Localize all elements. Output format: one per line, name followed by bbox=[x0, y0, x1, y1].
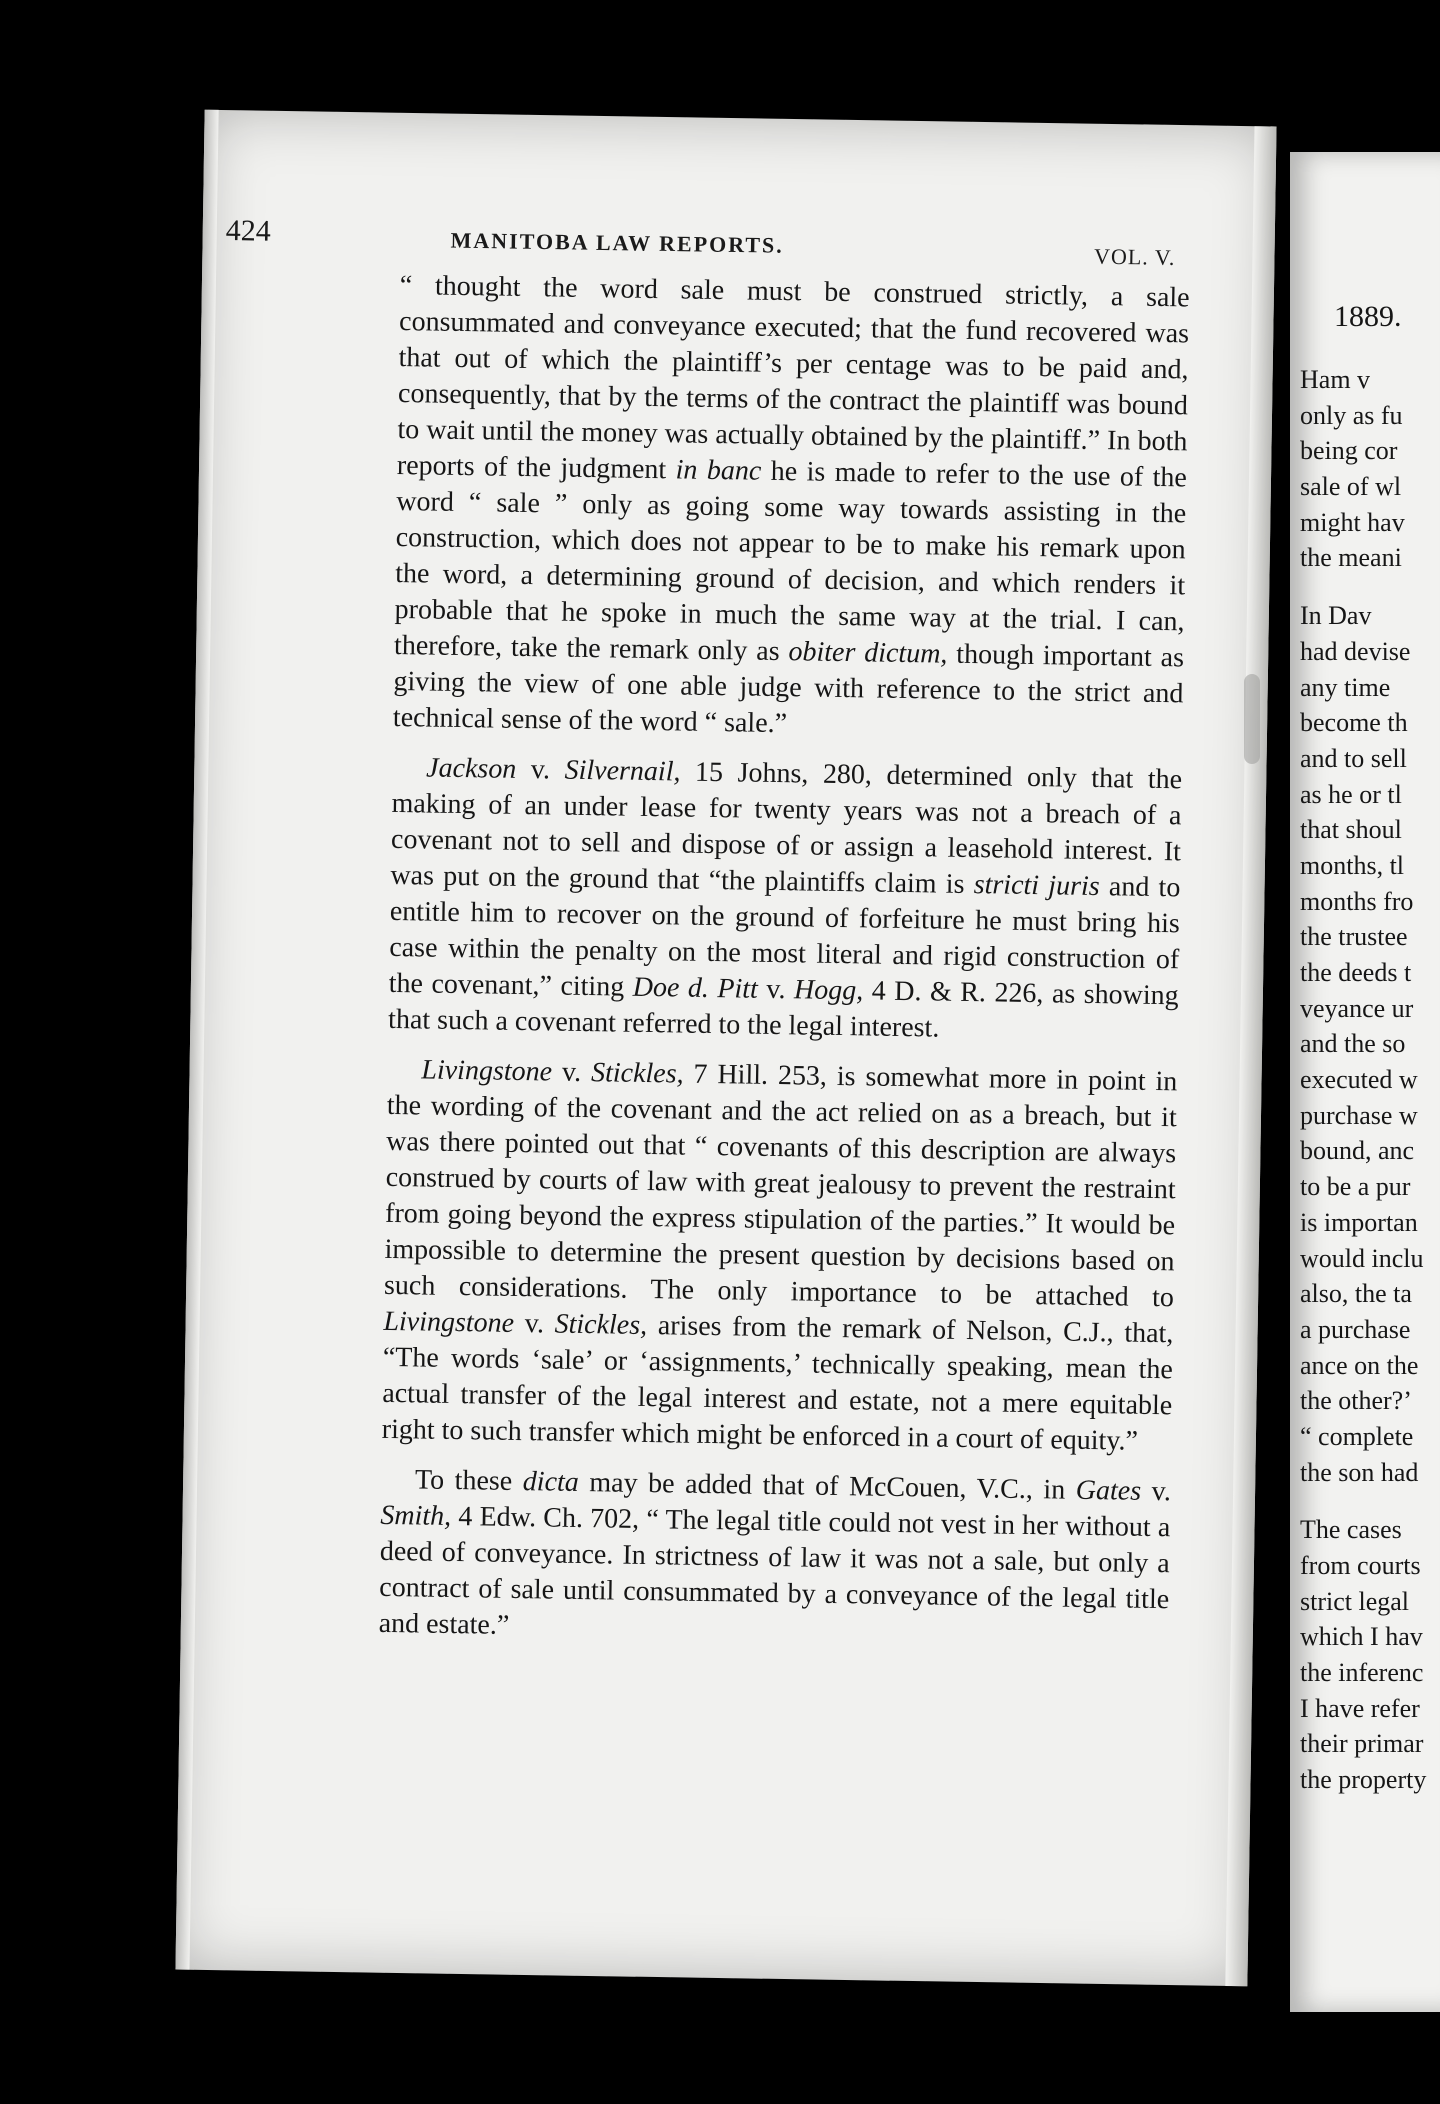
right-page-line: purchase w bbox=[1300, 1100, 1418, 1130]
right-page-line: is importan bbox=[1300, 1207, 1418, 1237]
right-page-line: might hav bbox=[1300, 507, 1405, 537]
text-run: 7 Hill. 253, is somewhat more in point in the wording of the covenant and the act relied on as a breach, but it was there pointed out that “ covenants of this description are always construed by courts of law with great jealousy to prevent the restraint from going beyond the express stipulation of the parties.” It would be impossible to determine the present question by decisions based on such considerations. The only importance to be attached to bbox=[383, 1058, 1178, 1314]
paragraph bbox=[378, 1462, 1171, 1654]
right-page-line: In Dav bbox=[1300, 601, 1372, 631]
text-run: v. bbox=[1140, 1475, 1172, 1508]
italic-run: Gates bbox=[1075, 1474, 1142, 1507]
text-run: 4 D. & R. 226, as showing that such a covenant referred to the legal interest. bbox=[387, 975, 1179, 1044]
right-page-line: months fro bbox=[1300, 886, 1414, 916]
right-page-year: 1889. bbox=[1334, 300, 1402, 333]
right-page-line: the trustee bbox=[1300, 922, 1408, 952]
text-run: v. bbox=[757, 973, 795, 1006]
right-page-line: to be a pur bbox=[1300, 1172, 1411, 1202]
text-run: v. bbox=[551, 1056, 592, 1089]
right-page-line: the meani bbox=[1300, 543, 1402, 573]
right-page-line: being cor bbox=[1300, 436, 1398, 466]
text-run: he is made to refer to the use of the word “ sale ” only as going some way towards assisting in the construction, which does not appear to be to make his remark upon the word, a determining ground of decision, and which renders it probable that he spoke in much the same way at the trial. I can, therefore, take the remark only as bbox=[393, 455, 1188, 668]
italic-run: Livingstone bbox=[383, 1305, 515, 1339]
right-page-line: I have refer bbox=[1300, 1693, 1420, 1723]
italic-run: Silvernail, bbox=[564, 754, 681, 788]
right-page-line bbox=[1300, 576, 1440, 598]
right-page-line: the son had bbox=[1300, 1457, 1419, 1487]
right-page-line: bound, anc bbox=[1300, 1136, 1415, 1166]
italic-run: Jackson bbox=[425, 752, 517, 785]
right-page-line: their primar bbox=[1300, 1729, 1424, 1759]
right-page-line: had devise bbox=[1300, 636, 1411, 666]
right-page-line: only as fu bbox=[1300, 400, 1403, 430]
text-run: arises from the remark of Nelson, C.J., that, “The words ‘sale’ or ‘assignments,’ technically speaking, mean the actual transfer of the legal interest and estate, not a mere equitable right to such transfer which might be enforced in a court of equity.” bbox=[381, 1310, 1174, 1457]
italic-run: in banc bbox=[675, 454, 762, 487]
paragraph bbox=[388, 750, 1182, 1050]
right-page-line: also, the ta bbox=[1300, 1279, 1412, 1309]
paragraph bbox=[381, 1052, 1177, 1460]
right-page-line: “ complete bbox=[1300, 1421, 1414, 1451]
ink-smudge bbox=[1244, 674, 1260, 764]
text-run: may be added that of McCouen, V.C., in bbox=[578, 1466, 1077, 1506]
text-run: v. bbox=[513, 1307, 555, 1340]
right-page-line: the other?’ bbox=[1300, 1386, 1412, 1416]
journal-title: MANITOBA LAW REPORTS. bbox=[450, 227, 784, 258]
right-page-line: and the so bbox=[1300, 1029, 1406, 1059]
right-page-line: would inclu bbox=[1300, 1243, 1424, 1273]
right-page-line: sale of wl bbox=[1300, 472, 1402, 502]
right-page-line: and to sell bbox=[1300, 743, 1407, 773]
right-page-line: the inferenc bbox=[1300, 1658, 1424, 1688]
text-run: though important as giving the view of one able judge with reference to the strict and technical sense of the word “ sale.” bbox=[392, 638, 1185, 740]
italic-run: dicta bbox=[522, 1466, 580, 1498]
italic-run: Stickles, bbox=[554, 1308, 648, 1342]
italic-run: Hogg, bbox=[793, 974, 864, 1007]
page-number: 424 bbox=[225, 214, 271, 248]
right-page-line: the property bbox=[1300, 1765, 1427, 1795]
text-run: 15 Johns, 280, determined only that the making of an under lease for twenty years was not a breach of a covenant not to sell and dispose of or assign a leasehold interest. It was put on the ground that “the plaintiffs claim is bbox=[390, 756, 1183, 901]
text-run: “ thought the word sale must be construed strictly, a sale consummated and conveyance executed; that the fund recovered was that out of which the plaintiff’s per centage was to be paid and, consequently, that by the terms of the contract the plaintiff was bound to wait until the money was actually obtained by the plaintiff.” In both reports of the judgment bbox=[396, 269, 1190, 486]
right-page-line: strict legal bbox=[1300, 1586, 1410, 1616]
right-page-line: become th bbox=[1300, 708, 1408, 738]
italic-run: Stickles, bbox=[590, 1057, 684, 1090]
right-page-line: that shoul bbox=[1300, 815, 1402, 845]
right-page-line: any time bbox=[1300, 672, 1391, 702]
body-text bbox=[378, 268, 1190, 1668]
text-run: To these bbox=[414, 1464, 524, 1498]
right-page-text bbox=[1300, 362, 1440, 1798]
right-page-line: ance on the bbox=[1300, 1350, 1419, 1380]
right-page-line: a purchase bbox=[1300, 1314, 1411, 1344]
right-page-line: veyance ur bbox=[1300, 993, 1414, 1023]
right-page-line bbox=[1300, 1490, 1440, 1512]
italic-run: stricti juris bbox=[973, 869, 1100, 903]
italic-run: Livingstone bbox=[421, 1054, 553, 1088]
right-page-line: as he or tl bbox=[1300, 779, 1402, 809]
volume-label: VOL. V. bbox=[1093, 243, 1176, 270]
right-page-line: executed w bbox=[1300, 1065, 1418, 1095]
right-page-line: which I hav bbox=[1300, 1622, 1423, 1652]
paragraph bbox=[393, 268, 1190, 748]
text-run: 4 Edw. Ch. 702, “ The legal title could not vest in her without a deed of conveyance. In strictness of law it was not a sale, but only a contract of sale until consummated by a conveyance of the legal title and estate.” bbox=[378, 1500, 1171, 1641]
italic-run: obiter dictum, bbox=[788, 636, 948, 670]
right-page-line: The cases bbox=[1300, 1515, 1402, 1545]
right-page-line: the deeds t bbox=[1300, 958, 1412, 987]
italic-run: Smith, bbox=[380, 1499, 452, 1532]
right-page-line: Ham v bbox=[1300, 365, 1371, 394]
text-run: v. bbox=[516, 753, 565, 786]
italic-run: Doe d. Pitt bbox=[632, 971, 759, 1005]
right-page-line: months, tl bbox=[1300, 850, 1405, 880]
text-run: and to entitle him to recover on the ground of forfeiture he must bring his case within the penalty on the most literal and rigid construction of the covenant,” citing bbox=[388, 871, 1181, 1003]
right-page-line: from courts bbox=[1300, 1551, 1421, 1580]
